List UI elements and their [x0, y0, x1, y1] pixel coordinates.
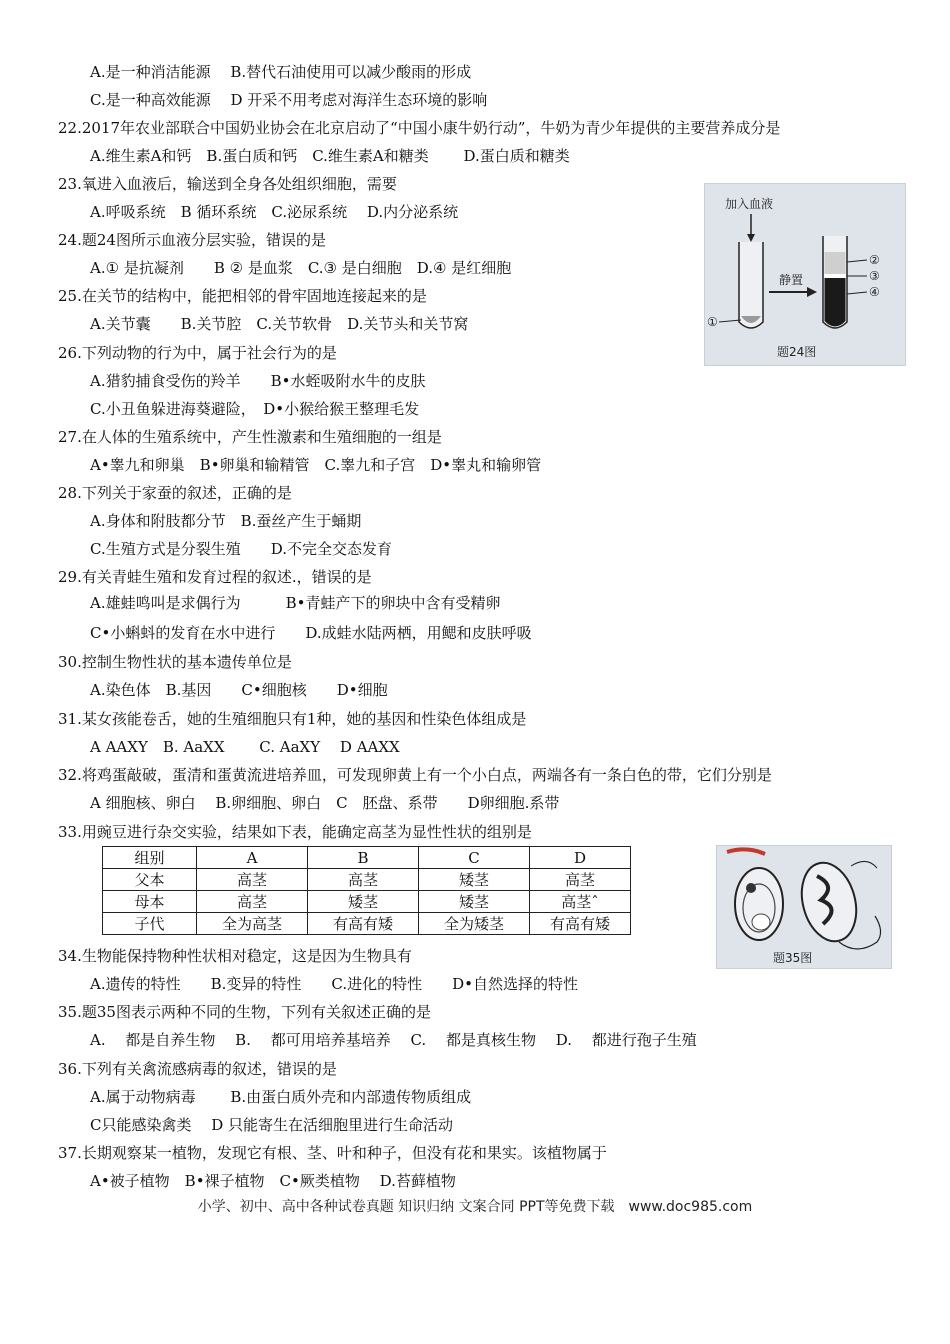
table-cell: 高茎ˆ	[530, 891, 631, 913]
table-row	[103, 847, 631, 869]
stand-label: 静置	[779, 273, 804, 287]
label-1: ①	[707, 315, 718, 329]
yeast-nucleus	[746, 883, 756, 893]
label2-leader	[847, 260, 867, 262]
question-line: 22.2017年农业部联合中国奶业协会在北京启动了“中国小康牛奶行动”，牛奶为青少年提供的主要营养成分是	[58, 119, 781, 137]
table-cell: C	[419, 847, 530, 869]
pour-arrow-head	[747, 234, 755, 242]
table-cell: 矮茎	[419, 891, 530, 913]
page-footer: 小学、初中、高中各种试卷真题 知识归纳 文案合同 PPT等免费下载 www.doc985.com	[197, 1199, 753, 1215]
table-cell: 矮茎	[419, 869, 530, 891]
test-tube-before	[739, 242, 763, 328]
option-line: A.遗传的特性 B.变异的特性 C.进化的特性 D•自然选择的特性	[90, 975, 578, 993]
option-line: A.身体和附肢都分节 B.蚕丝产生于蛹期	[90, 512, 362, 530]
question-line: 26.下列动物的行为中，属于社会行为的是	[58, 344, 337, 362]
question-line: 24.题24图所示血液分层实验，错误的是	[58, 231, 326, 249]
table-cell: 母本	[103, 891, 197, 913]
bacterium-cell	[794, 857, 865, 948]
table-cell: 高茎	[530, 869, 631, 891]
table-cell: 高茎	[197, 869, 308, 891]
table-cell: 有高有矮	[530, 913, 631, 935]
option-line: A AAXY B. AaXX C. AaXY D AAXX	[90, 738, 400, 756]
question-line: 35.题35图表示两种不同的生物，下列有关叙述正确的是	[58, 1003, 431, 1021]
option-line: A.维生素A和钙 B.蛋白质和钙 C.维生素A和糖类 D.蛋白质和糖类	[90, 147, 570, 165]
add-blood-label: 加入血液	[725, 197, 774, 211]
question-line: 23.氧进入血液后，输送到全身各处组织细胞，需要	[58, 175, 397, 193]
table-cell: 全为矮茎	[419, 913, 530, 935]
option-line: A.① 是抗凝剂 B ② 是血浆 C.③ 是白细胞 D.④ 是红细胞	[90, 259, 512, 277]
red-mark	[727, 849, 765, 854]
figure-35-caption: 题35图	[773, 951, 813, 965]
plasma-layer	[825, 252, 846, 274]
option-line: A.雄蛙鸣叫是求偶行为 B•青蛙产下的卵块中含有受精卵	[90, 594, 501, 612]
option-line: C.生殖方式是分裂生殖 D.不完全交态发育	[90, 540, 392, 558]
table-cell: 全为高茎	[197, 913, 308, 935]
red-cell-layer	[825, 278, 846, 327]
option-line: A.猎豹捕食受伤的羚羊 B•水蛭吸附水牛的皮肤	[90, 372, 426, 390]
figure-35-organisms	[716, 845, 892, 969]
table-cell: 子代	[103, 913, 197, 935]
bacterium-tail	[851, 861, 877, 868]
label4-leader	[847, 292, 867, 294]
option-line: A.染色体 B.基因 C•细胞核 D•细胞	[90, 681, 388, 699]
question-line: 28.下列关于家蚕的叙述，正确的是	[58, 484, 292, 502]
stand-arrow-head	[807, 287, 817, 297]
white-cell-layer	[825, 274, 846, 278]
figure-24-blood-layers	[704, 183, 906, 366]
table-cell: 矮茎	[308, 891, 419, 913]
question-line: 34.生物能保持物种性状相对稳定，这是因为生物具有	[58, 947, 412, 965]
question-line: 37.长期观察某一植物，发现它有根、茎、叶和种子，但没有花和果实。该植物属于	[58, 1144, 607, 1162]
question-line: 33.用豌豆进行杂交实验，结果如下表，能确定高茎为显性性状的组别是	[58, 823, 532, 841]
table-cell: 有高有矮	[308, 913, 419, 935]
table-cell: B	[308, 847, 419, 869]
question-line: 30.控制生物性状的基本遗传单位是	[58, 653, 292, 671]
table-cell: D	[530, 847, 631, 869]
table-row	[103, 869, 631, 891]
question-line: 29.有关青蛙生殖和发育过程的叙述.，错误的是	[58, 568, 372, 586]
option-line: A. 都是自养生物 B. 都可用培养基培养 C. 都是真核生物 D. 都进行孢子生殖	[90, 1031, 697, 1049]
table-cell: 高茎	[308, 869, 419, 891]
question-line: 32.将鸡蛋敲破，蛋清和蛋黄流进培养皿，可发现卵黄上有一个小白点，两端各有一条白色的带，它们分别是	[58, 766, 772, 784]
question-line: 36.下列有关禽流感病毒的叙述，错误的是	[58, 1060, 337, 1078]
yeast-vacuole	[752, 914, 770, 930]
option-line: A.是一种消洁能源 B.替代石油使用可以减少酸雨的形成	[90, 63, 472, 81]
table-cell: 组别	[103, 847, 197, 869]
question-line: 31.某女孩能卷舌，她的生殖细胞只有1种，她的基因和性染色体组成是	[58, 710, 527, 728]
table-cell: 高茎	[197, 891, 308, 913]
table-cell: 父本	[103, 869, 197, 891]
label1-leader	[719, 320, 741, 322]
question-line: 27.在人体的生殖系统中，产生性激素和生殖细胞的一组是	[58, 428, 442, 446]
option-line: C•小蝌蚪的发育在水中进行 D.成蛙水陆两栖，用鳃和皮肤呼吸	[90, 624, 532, 642]
label-2: ②	[869, 253, 880, 267]
label-4: ④	[869, 285, 880, 299]
figure-24-caption: 题24图	[777, 345, 817, 359]
option-line: A.属于动物病毒 B.由蛋白质外壳和内部遗传物质组成	[90, 1088, 472, 1106]
option-line: A.关节囊 B.关节腔 C.关节软骨 D.关节头和关节窝	[90, 315, 469, 333]
table-row	[103, 913, 631, 935]
table-row	[103, 891, 631, 913]
option-line: C.是一种高效能源 D 开采不用考虑对海洋生态环境的影响	[90, 91, 488, 109]
option-line: C只能感染禽类 D 只能寄生在活细胞里进行生命活动	[90, 1116, 454, 1134]
pea-cross-table	[102, 846, 631, 935]
option-line: A•被子植物 B•裸子植物 C•厥类植物 D.苔藓植物	[90, 1172, 456, 1190]
table-cell: A	[197, 847, 308, 869]
label-3: ③	[869, 269, 880, 283]
question-line: 25.在关节的结构中，能把相邻的骨牢固地连接起来的是	[58, 287, 427, 305]
option-line: A•睾九和卵巢 B•卵巢和输精管 C.睾九和子宫 D•睾丸和输卵管	[90, 456, 542, 474]
option-line: A 细胞核、卵白 B.卵细胞、卵白 C 胚盘、系带 D卵细胞.系带	[90, 794, 560, 812]
option-line: A.呼吸系统 B 循环系统 C.泌尿系统 D.内分泌系统	[90, 203, 459, 221]
option-line: C.小丑鱼躲进海葵避险， D•小猴给猴王整理毛发	[90, 400, 420, 418]
